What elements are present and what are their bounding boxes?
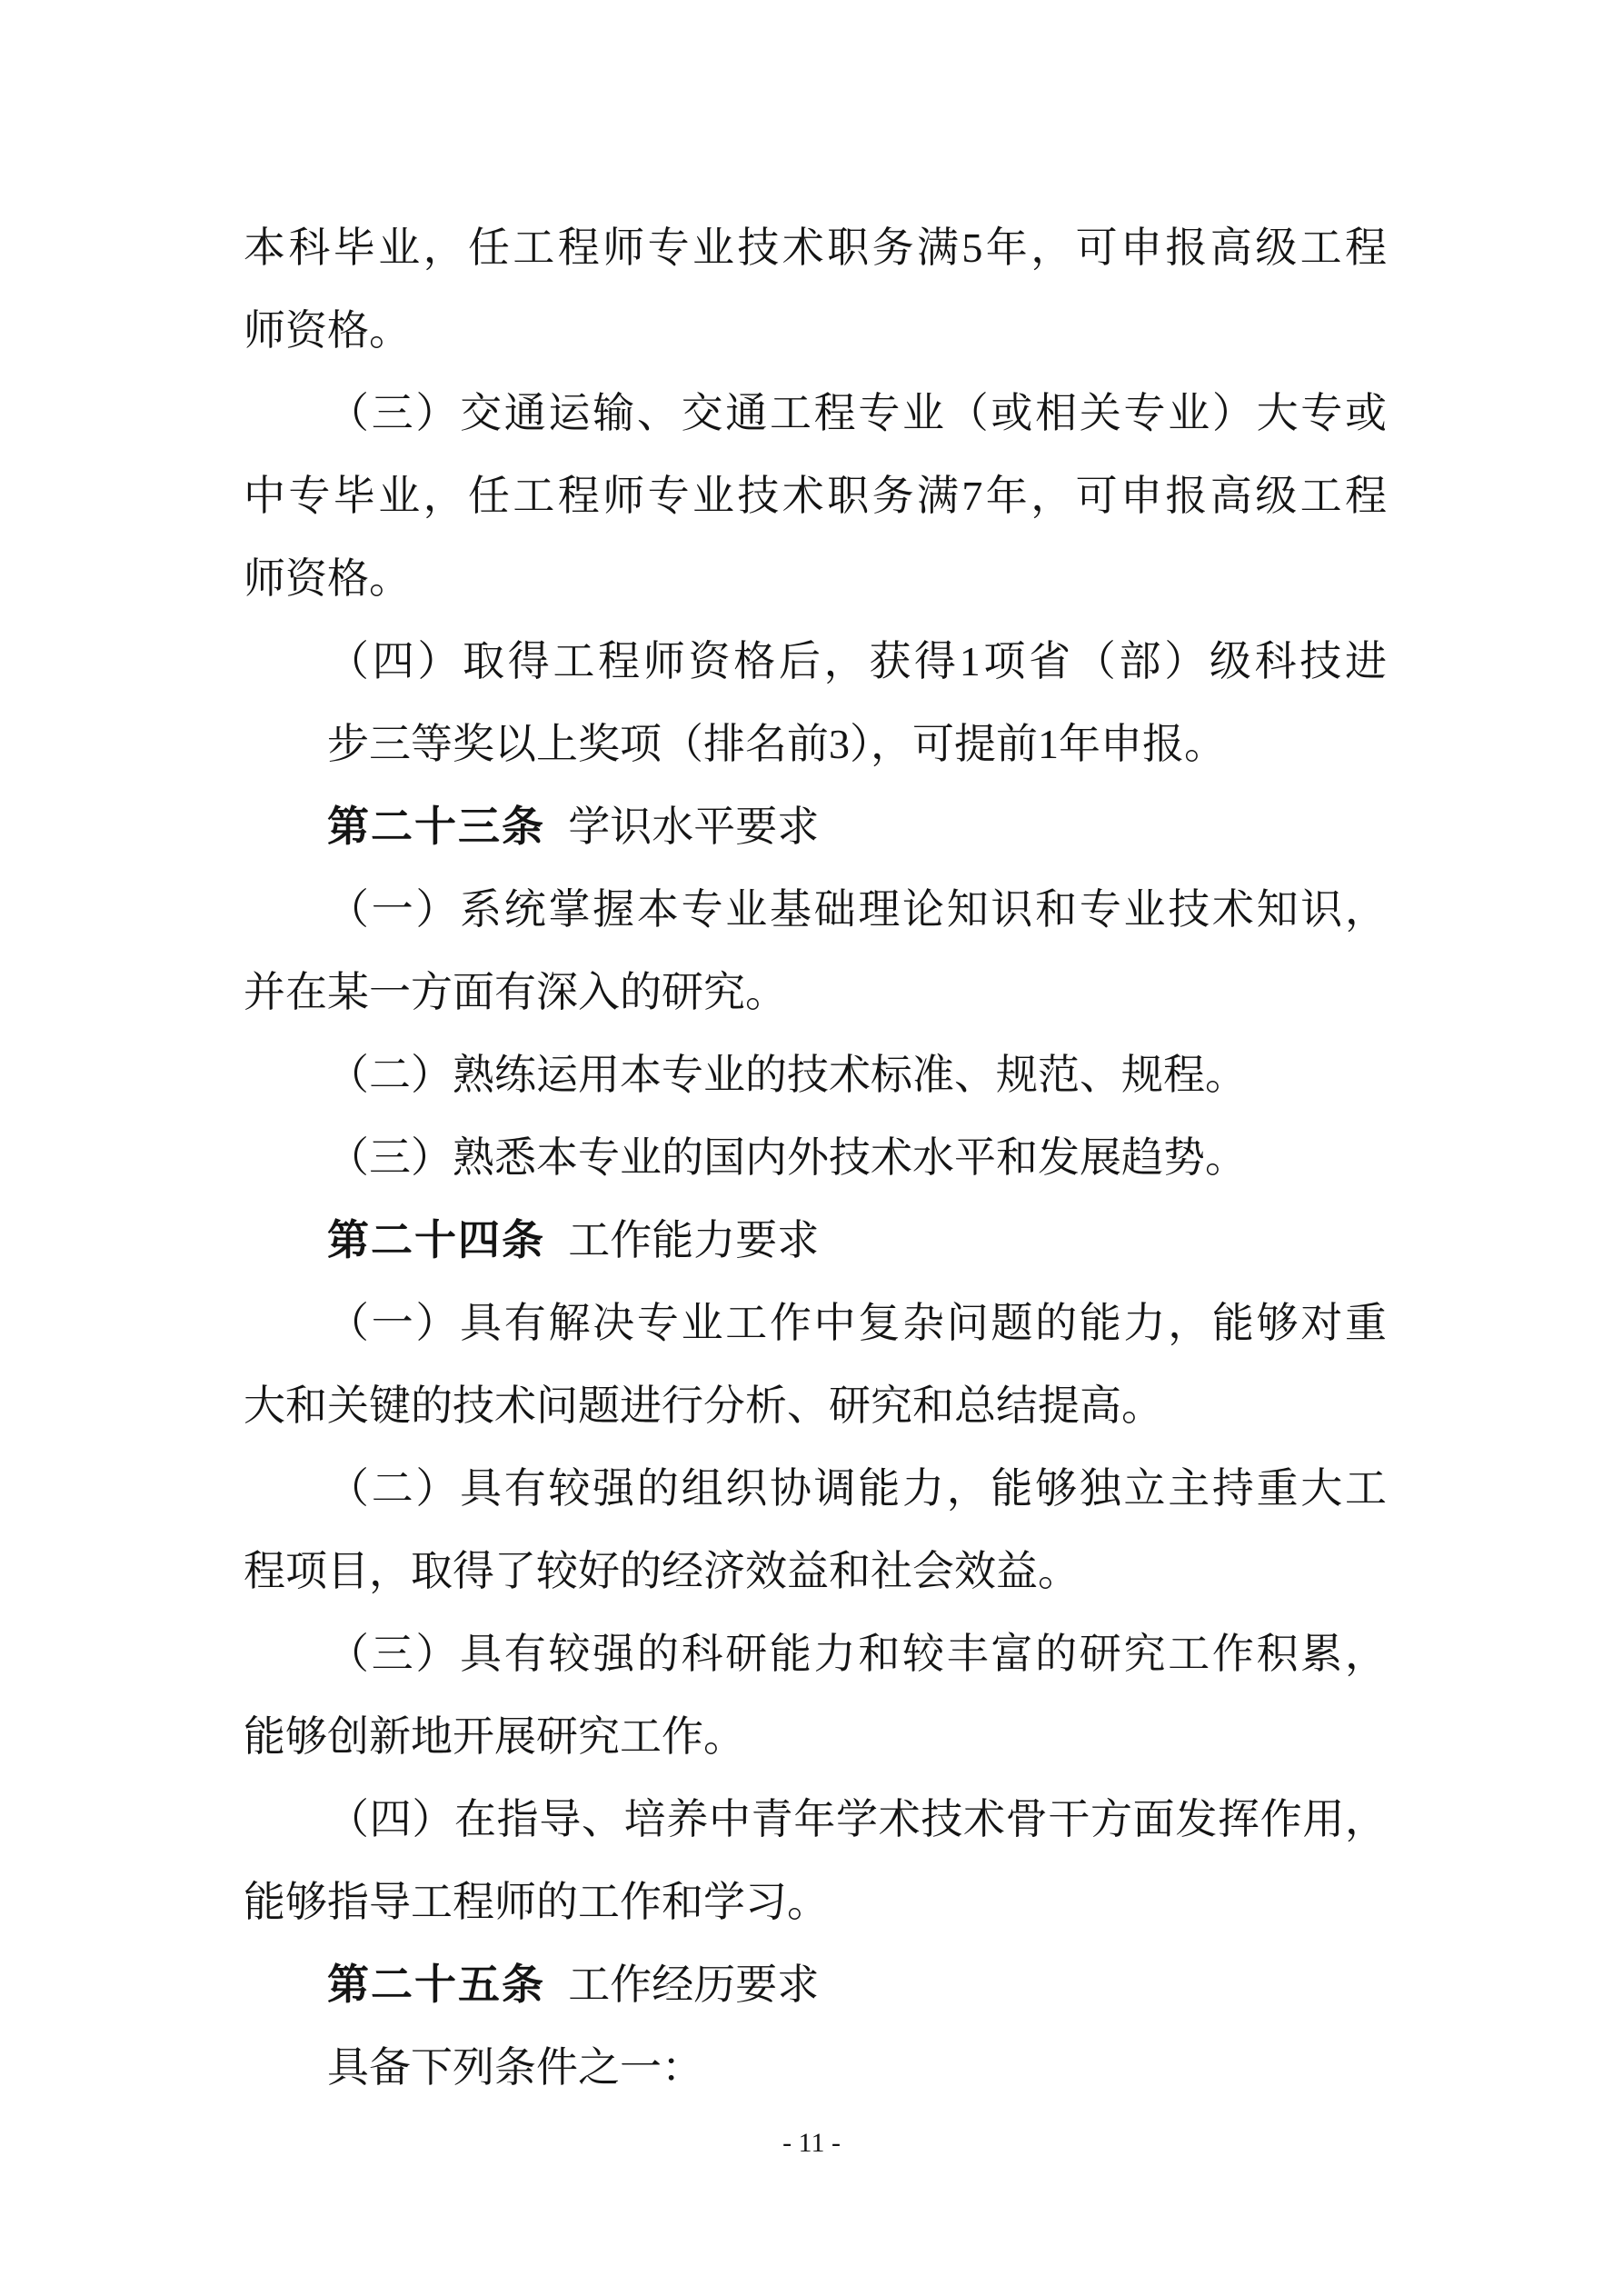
text-line: （三）具有较强的科研能力和较丰富的研究工作积累， xyxy=(327,1631,1387,1677)
text-line: 师资格。 xyxy=(244,555,411,602)
article-title: 工作能力要求 xyxy=(568,1217,820,1263)
text-line: （一）系统掌握本专业基础理论知识和专业技术知识， xyxy=(327,886,1387,933)
document-body xyxy=(244,206,1387,2109)
text-line: （二）具有较强的组织协调能力，能够独立主持重大工 xyxy=(327,1465,1387,1512)
article-heading xyxy=(244,1199,1387,1282)
text-line: （三）熟悉本专业的国内外技术水平和发展趋势。 xyxy=(327,1134,1247,1181)
article-heading xyxy=(244,785,1387,868)
text-line: 能够创新地开展研究工作。 xyxy=(244,1713,745,1760)
text-line: 师资格。 xyxy=(244,307,411,354)
text-line: 具备下列条件之一： xyxy=(327,2044,703,2091)
text-line: （二）熟练运用本专业的技术标准、规范、规程。 xyxy=(327,1052,1247,1098)
text-line: 本科毕业，任工程师专业技术职务满5年，可申报高级工程 xyxy=(244,225,1387,271)
text-line: （四）在指导、培养中青年学术技术骨干方面发挥作用， xyxy=(327,1796,1387,1842)
text-line: 中专毕业，任工程师专业技术职务满7年，可申报高级工程 xyxy=(244,473,1387,519)
page-number: - 11 - xyxy=(782,2128,841,2158)
text-line: 大和关键的技术问题进行分析、研究和总结提高。 xyxy=(244,1383,1163,1429)
article-heading xyxy=(244,1943,1387,2026)
article-number: 第二十四条 xyxy=(327,1216,545,1263)
article-title: 学识水平要求 xyxy=(568,804,820,850)
text-line: （三）交通运输、交通工程专业（或相关专业）大专或 xyxy=(327,390,1387,436)
text-line: （四）取得工程师资格后，获得1项省（部）级科技进 xyxy=(327,638,1387,684)
text-line: 能够指导工程师的工作和学习。 xyxy=(244,1879,829,1925)
article-number: 第二十五条 xyxy=(327,1961,545,2008)
text-line: 并在某一方面有深入的研究。 xyxy=(244,969,787,1015)
text-line: （一）具有解决专业工作中复杂问题的能力，能够对重 xyxy=(327,1300,1387,1346)
text-line: 步三等奖以上奖项（排名前3），可提前1年申报。 xyxy=(327,721,1226,767)
article-title: 工作经历要求 xyxy=(568,1962,820,2008)
text-line: 程项目，取得了较好的经济效益和社会效益。 xyxy=(244,1548,1080,1594)
article-number: 第二十三条 xyxy=(327,803,545,850)
